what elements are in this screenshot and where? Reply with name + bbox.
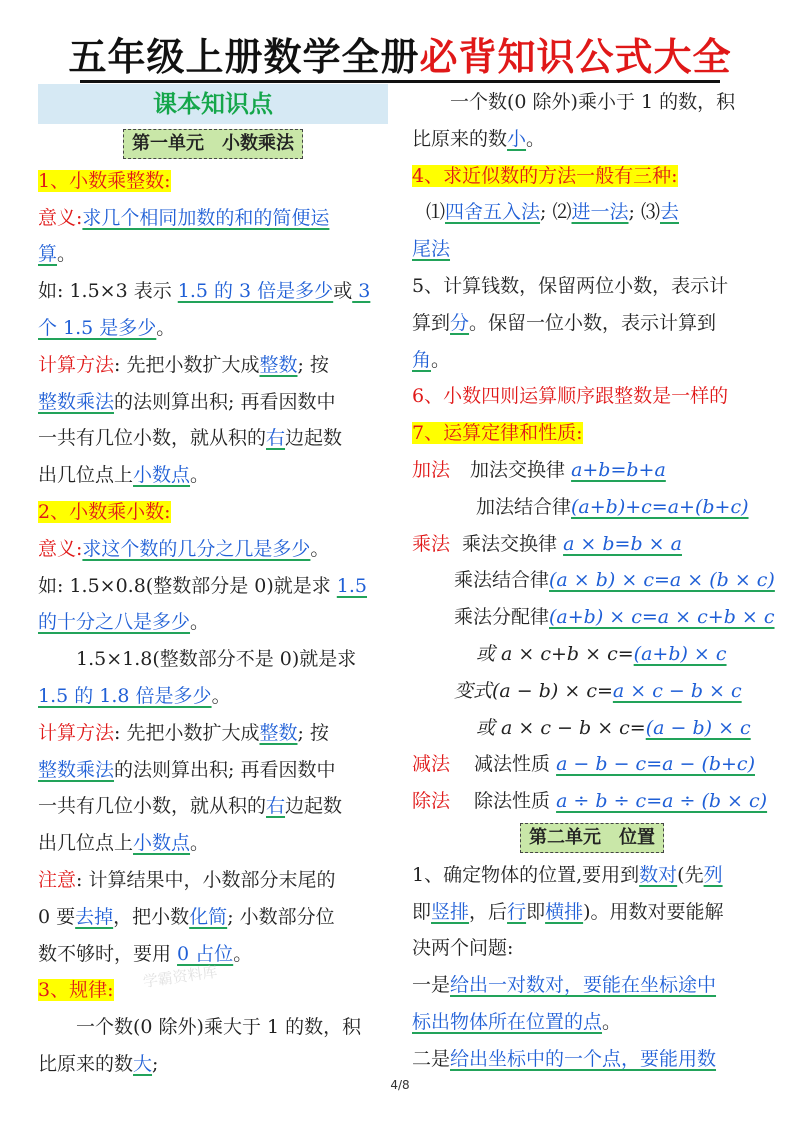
s2-ex2-pre: 1.5×1.8(整数部分不是 0)就是求 — [76, 648, 357, 671]
s2-meaning-label: 意义: — [38, 537, 83, 560]
s7-var2-or: 或 a × c − b × c= — [476, 716, 646, 739]
s2-method-rule: 整数乘法 — [38, 758, 115, 781]
s7-mul1-line — [412, 526, 772, 563]
u2-p2-row: 行 — [507, 900, 527, 923]
s2-heading-line — [38, 494, 388, 531]
s3-heading-line — [38, 972, 388, 1009]
s7-add1-name: 加法交换律 — [470, 458, 572, 481]
s7-var1-formula: a × c − b × c — [612, 679, 742, 702]
s1-method-f: 出几位点上 — [38, 464, 134, 487]
s2-method-line — [38, 715, 388, 752]
s4-heading: 4、求近似数的方法一般有三种: — [412, 164, 678, 187]
s7-var1-pre: 变式(a − b) × c= — [454, 679, 613, 702]
s3-rule2-b: 比原来的数 — [412, 127, 508, 150]
s2-meaning-text: 求这个数的几分之几是多少 — [82, 537, 311, 560]
s2-note-line3 — [38, 936, 388, 973]
s1-method-right: 右 — [266, 427, 286, 450]
title-underline — [80, 80, 720, 83]
s1-method-d: 一共有几位小数，就从积的 — [38, 427, 267, 450]
s5-c: 。保留一位小数，表示计算到 — [469, 311, 717, 334]
s7-sub-formula: a − b − c=a − (b+c) — [556, 753, 755, 776]
s2-method-line2 — [38, 752, 388, 789]
s4-heading-line — [412, 158, 772, 195]
page-number: 4/8 — [390, 1078, 410, 1092]
s1-meaning-text2: 算 — [38, 243, 58, 266]
s2-note-line2 — [38, 899, 388, 936]
s2-method-right: 右 — [266, 795, 286, 818]
s7-mul1-formula: a × b=b × a — [563, 532, 682, 555]
s1-meaning-end: 。 — [57, 243, 77, 266]
s5-a: 5、计算钱数，保留两位小数，表示计 — [412, 274, 729, 297]
unit1-header — [38, 126, 388, 163]
u2-p1-a: 1、确定物体的位置,要用到 — [412, 863, 640, 886]
s1-method-line4 — [38, 457, 388, 494]
s7-add1-line — [412, 452, 772, 489]
s7-mul1-name: 乘法交换律 — [462, 532, 564, 555]
s3-rule2-small: 小 — [507, 127, 527, 150]
s2-ex2-end: 。 — [211, 684, 231, 707]
s1-ex-a: 1.5 的 3 倍是多少 — [177, 280, 334, 303]
s4-methods-line — [412, 194, 772, 231]
s7-div-formula: a ÷ b ÷ c=a ÷ (b × c) — [556, 790, 768, 813]
left-column — [38, 84, 388, 1083]
s2-method-end: 。 — [190, 832, 210, 855]
s7-heading: 7、运算定律和性质: — [412, 422, 583, 445]
s4-m3-num: ⑶ — [640, 201, 660, 224]
s7-div-line — [412, 783, 772, 820]
s2-ex1-b: 的十分之八是多少 — [38, 611, 191, 634]
s2-method-line4 — [38, 825, 388, 862]
s3-rule1-big: 大 — [133, 1052, 153, 1075]
s1-ex-pre: 如: 1.5×3 表示 — [38, 280, 178, 303]
s5-end: 。 — [431, 348, 451, 371]
s2-method-point: 小数点 — [133, 832, 191, 855]
s1-method-int: 整数 — [259, 353, 298, 376]
s3-rule1-b: 比原来的数 — [38, 1052, 134, 1075]
u2-p2-d: )。用数对要能解 — [583, 900, 724, 923]
s3-rule2-line — [412, 84, 772, 121]
s2-note-simplify: 化简 — [189, 905, 228, 928]
s1-ex-b2: 个 1.5 是多少 — [38, 316, 157, 339]
s1-method-e: 边起数 — [285, 427, 343, 450]
u2-p2-horiz: 横排 — [545, 900, 584, 923]
s2-method-d: 一共有几位小数，就从积的 — [38, 795, 267, 818]
title-red: 必背知识公式大全 — [419, 35, 732, 79]
s3-rule1-end: ; — [152, 1052, 159, 1075]
s1-method-rule: 整数乘法 — [38, 390, 115, 413]
s1-ex-b1: 3 — [352, 280, 371, 303]
u2-p2-b: ，后 — [469, 900, 508, 923]
u2-p1-b: (先 — [677, 863, 704, 886]
s7-mul2-line — [412, 562, 775, 599]
s2-method-a: : 先把小数扩大成 — [114, 721, 260, 744]
s7-sub-label: 减法 — [412, 753, 451, 776]
u2-p1-pair: 数对 — [639, 863, 678, 886]
s7-mul3-line — [412, 599, 775, 636]
s4-sep1: ; — [540, 201, 553, 224]
u2-p1-line — [412, 857, 772, 894]
s3-rule1-a: 一个数(0 除外)乘大于 1 的数，积 — [76, 1016, 362, 1039]
s2-ex1-pre: 如: 1.5×0.8(整数部分是 0)就是求 — [38, 574, 337, 597]
u2-p6-line — [412, 1041, 772, 1078]
s7-mul4-or: 或 a × c+b × c= — [476, 642, 634, 665]
right-column — [412, 84, 775, 1078]
s2-note-remove: 去掉 — [75, 905, 114, 928]
s2-ex1-end: 。 — [190, 611, 210, 634]
u2-p3: 决两个问题: — [412, 937, 514, 960]
unit2-header — [412, 820, 772, 857]
s7-add-label: 加法 — [412, 458, 451, 481]
s2-note-line — [38, 862, 388, 899]
s1-example-line2 — [38, 310, 388, 347]
s2-method-e: 边起数 — [285, 795, 343, 818]
s2-method-c: 的法则算出积; 再看因数中 — [114, 758, 336, 781]
s7-add1-formula: a+b=b+a — [571, 458, 666, 481]
s7-mul4-formula: (a+b) × c — [633, 642, 727, 665]
s4-m1-num: ⑴ — [426, 201, 446, 224]
s4-m3a: 去 — [659, 201, 679, 224]
s1-meaning-label: 意义: — [38, 206, 83, 229]
u2-p6-a: 二是 — [412, 1047, 451, 1070]
s5-line3 — [412, 342, 772, 379]
s1-method-label: 计算方法 — [38, 353, 115, 376]
s7-var1-line — [412, 673, 772, 710]
s2-ex1-line2 — [38, 604, 388, 641]
s4-m2: 进一法 — [571, 201, 629, 224]
s2-note-d: ; 小数部分位 — [227, 905, 335, 928]
s1-method-line — [38, 347, 388, 384]
u2-p4-b: 给出一对数对，要能在坐标途中 — [450, 974, 717, 997]
s2-meaning-end: 。 — [310, 537, 330, 560]
watermark-text: 学霸资料库 — [141, 962, 219, 991]
s4-m1: 四舍五入法 — [445, 201, 541, 224]
s2-ex2-b: 1.5 的 1.8 倍是多少 — [38, 684, 212, 707]
s4-sep2: ; — [628, 201, 641, 224]
s2-heading: 2、小数乘小数: — [38, 500, 171, 523]
u2-p2-line — [412, 894, 772, 931]
s1-method-a: : 先把小数扩大成 — [114, 353, 260, 376]
s1-heading: 1、小数乘整数: — [38, 169, 171, 192]
u2-p4-a: 一是 — [412, 974, 451, 997]
s7-mul-label: 乘法 — [412, 532, 451, 555]
s2-note-zero: 0 占位 — [177, 942, 234, 965]
s2-method-f: 出几位点上 — [38, 832, 134, 855]
unit2-label: 第二单元 位置 — [520, 823, 664, 853]
s7-var2-line — [412, 710, 772, 747]
s7-heading-line — [412, 415, 772, 452]
u2-p5: 标出物体所在位置的点 — [412, 1010, 603, 1033]
title-black: 五年级上册数学全册 — [68, 35, 420, 79]
s2-note-end: 。 — [233, 942, 253, 965]
s6-line — [412, 378, 772, 415]
s2-ex2-line2 — [38, 678, 388, 715]
s7-mul2-formula: (a × b) × c=a × (b × c) — [549, 569, 775, 592]
s1-method-line3 — [38, 420, 388, 457]
s1-method-line2 — [38, 384, 388, 421]
s4-m2-num: ⑵ — [552, 201, 572, 224]
s7-div-name: 除法性质 — [474, 790, 557, 813]
s1-method-c: 的法则算出积; 再看因数中 — [114, 390, 336, 413]
s7-sub-line — [412, 746, 772, 783]
s1-meaning-line — [38, 200, 388, 237]
s5-jiao: 角 — [412, 348, 432, 371]
s1-ex-end: 。 — [156, 316, 176, 339]
s1-example-line — [38, 273, 388, 310]
u2-p3-line — [412, 930, 772, 967]
s1-ex-or: 或 — [333, 280, 353, 303]
s7-div-label: 除法 — [412, 790, 451, 813]
s2-method-line3 — [38, 788, 388, 825]
s3-rule2-end: 。 — [526, 127, 546, 150]
s1-method-end: 。 — [190, 464, 210, 487]
s5-line2 — [412, 305, 772, 342]
s2-method-b: ; 按 — [297, 721, 329, 744]
unit1-label: 第一单元 小数乘法 — [123, 129, 303, 159]
s2-note-label: 注意 — [38, 868, 77, 891]
s2-note-e: 数不够时，要用 — [38, 942, 178, 965]
u2-p2-c: 即 — [526, 900, 546, 923]
section-banner: 课本知识点 — [38, 84, 388, 124]
u2-p5-line — [412, 1004, 772, 1041]
s2-ex2-line — [38, 641, 388, 678]
s1-heading-line — [38, 163, 388, 200]
s3-rule1-line — [38, 1009, 388, 1046]
u2-p2-vert: 竖排 — [431, 900, 470, 923]
s3-heading: 3、规律: — [38, 979, 114, 1002]
s5-b: 算到 — [412, 311, 451, 334]
s2-note-a: : 计算结果中，小数部分末尾的 — [76, 868, 336, 891]
s2-ex1-line — [38, 568, 388, 605]
s1-method-b: ; 按 — [297, 353, 329, 376]
page-title — [0, 34, 800, 80]
s5-line — [412, 268, 772, 305]
s7-add2-formula: (a+b)+c=a+(b+c) — [571, 495, 749, 518]
s6-text: 6、小数四则运算顺序跟整数是一样的 — [412, 385, 729, 408]
s1-meaning-line2 — [38, 236, 388, 273]
s4-methods-line2 — [412, 231, 772, 268]
s2-note-b: 0 要 — [38, 905, 76, 928]
u2-p5-end: 。 — [602, 1010, 622, 1033]
s7-mul3-name: 乘法分配律 — [454, 606, 550, 629]
s7-add2-line — [412, 489, 772, 526]
u2-p1-col: 列 — [703, 863, 723, 886]
s7-add2-name: 加法结合律 — [476, 495, 572, 518]
u2-p4-line — [412, 967, 772, 1004]
u2-p6-b: 给出坐标中的一个点，要能用数 — [450, 1047, 717, 1070]
s7-mul4-line — [412, 636, 772, 673]
s1-method-point: 小数点 — [133, 464, 191, 487]
s7-mul2-name: 乘法结合律 — [454, 569, 550, 592]
s2-meaning-line — [38, 531, 388, 568]
s3-rule2-line2 — [412, 121, 772, 158]
s7-var2-formula: (a − b) × c — [645, 716, 751, 739]
s3-rule2-a: 一个数(0 除外)乘小于 1 的数，积 — [450, 91, 736, 113]
s7-mul3-formula: (a+b) × c=a × c+b × c — [549, 606, 775, 629]
s2-ex1-a: 1.5 — [336, 574, 368, 597]
s2-method-label: 计算方法 — [38, 721, 115, 744]
s2-method-int: 整数 — [259, 721, 298, 744]
s4-m3b: 尾法 — [412, 238, 451, 261]
s7-sub-name: 减法性质 — [474, 753, 557, 776]
s1-meaning-text: 求几个相同加数的和的简便运 — [82, 206, 330, 229]
s5-fen: 分 — [450, 311, 470, 334]
s2-note-c: ，把小数 — [113, 905, 190, 928]
u2-p2-a: 即 — [412, 900, 432, 923]
